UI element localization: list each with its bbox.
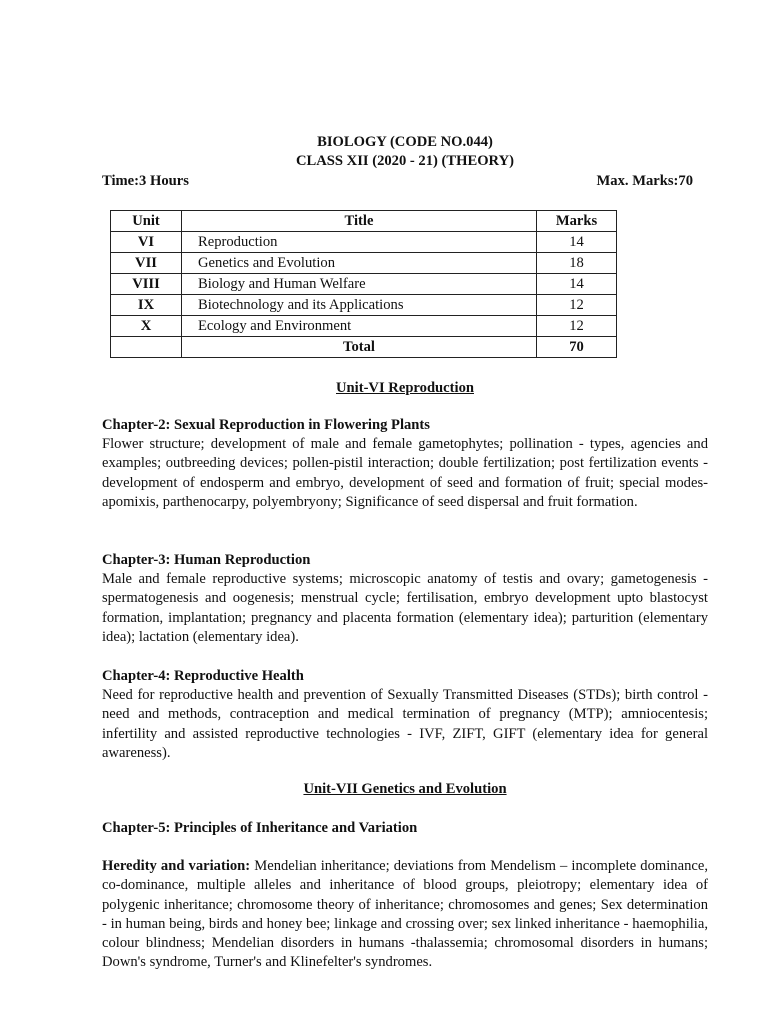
- max-marks-label: Max. Marks:70: [596, 173, 693, 189]
- table-row: [111, 295, 617, 316]
- header-unit: Unit: [111, 211, 182, 232]
- ch2-heading: Chapter-2: Sexual Reproduction in Flowering Plants: [102, 417, 430, 433]
- table-row: [111, 232, 617, 253]
- unit7-heading: Unit-VII Genetics and Evolution: [303, 781, 507, 797]
- title-cell: Genetics and Evolution: [182, 253, 537, 274]
- ch4-text: Need for reproductive health and prevention of Sexually Transmitted Diseases (STDs); birth control - need and methods, contraception and medical termination of pregnancy (MTP); amniocentesis; infertility and assisted reproductive technologies - IVF, ZIFT, GIFT (elementary idea for general awareness).: [102, 687, 708, 761]
- unit-cell: VI: [111, 232, 182, 253]
- unit-cell: VII: [111, 253, 182, 274]
- marks-cell: 14: [537, 274, 617, 295]
- document-title: BIOLOGY (CODE NO.044): [317, 134, 493, 150]
- table-header-row: [111, 211, 617, 232]
- total-marks: 70: [537, 337, 617, 358]
- header-marks: Marks: [537, 211, 617, 232]
- total-label: Total: [182, 337, 537, 358]
- total-row: [111, 337, 617, 358]
- document-subtitle: CLASS XII (2020 - 21) (THEORY): [295, 153, 514, 169]
- unit-cell: IX: [111, 295, 182, 316]
- ch5-text: [102, 857, 708, 973]
- marks-cell: 18: [537, 253, 617, 274]
- ch5-lead: Heredity and variation:: [102, 858, 251, 874]
- ch2-text: Flower structure; development of male and female gametophytes; pollination - types, agencies and examples; outbreeding devices; pollen-pistil interaction; double fertilization; post fertilization events - development of endosperm and embryo, development of seed and formation of fruit; special modes- apomixis, parthenocarpy, polyembryony; Significance of seed dispersal and fruit formation.: [102, 436, 708, 510]
- unit-cell: VIII: [111, 274, 182, 295]
- ch4-heading: Chapter-4: Reproductive Health: [102, 668, 304, 684]
- header-title: Title: [182, 211, 537, 232]
- ch3-heading: Chapter-3: Human Reproduction: [102, 552, 311, 568]
- marks-cell: 12: [537, 316, 617, 337]
- ch5-body: Mendelian inheritance; deviations from Mendelism – incomplete dominance, co-dominance, multiple alleles and inheritance of blood groups, pleiotropy; elementary idea of polygenic inheritance; chromosome theory of inheritance; chromosomes and genes; Sex determination - in human being, birds and honey bee; linkage and crossing over; sex linked inheritance - haemophilia, colour blindness; Mendelian disorders in humans -thalassemia; chromosomal disorders in humans; Down's syndrome, Turner's and Klinefelter's syndromes.: [102, 858, 708, 971]
- empty-cell: [111, 337, 182, 358]
- title-cell: Biology and Human Welfare: [182, 274, 537, 295]
- table-row: [111, 274, 617, 295]
- marks-cell: 12: [537, 295, 617, 316]
- marks-cell: 14: [537, 232, 617, 253]
- unit-cell: X: [111, 316, 182, 337]
- title-cell: Reproduction: [182, 232, 537, 253]
- title-cell: Ecology and Environment: [182, 316, 537, 337]
- time-label: Time:3 Hours: [102, 173, 189, 189]
- ch3-text: Male and female reproductive systems; microscopic anatomy of testis and ovary; gametogenesis - spermatogenesis and oogenesis; menstrual cycle; fertilisation, embryo development upto blastocyst formation, implantation; pregnancy and placenta formation (elementary idea); parturition (elementary idea); lactation (elementary idea).: [102, 571, 708, 645]
- title-cell: Biotechnology and its Applications: [182, 295, 537, 316]
- table-row: [111, 253, 617, 274]
- marks-table: [110, 210, 617, 358]
- ch5-heading: Chapter-5: Principles of Inheritance and Variation: [102, 820, 418, 836]
- table-row: [111, 316, 617, 337]
- unit6-heading: Unit-VI Reproduction: [336, 380, 474, 396]
